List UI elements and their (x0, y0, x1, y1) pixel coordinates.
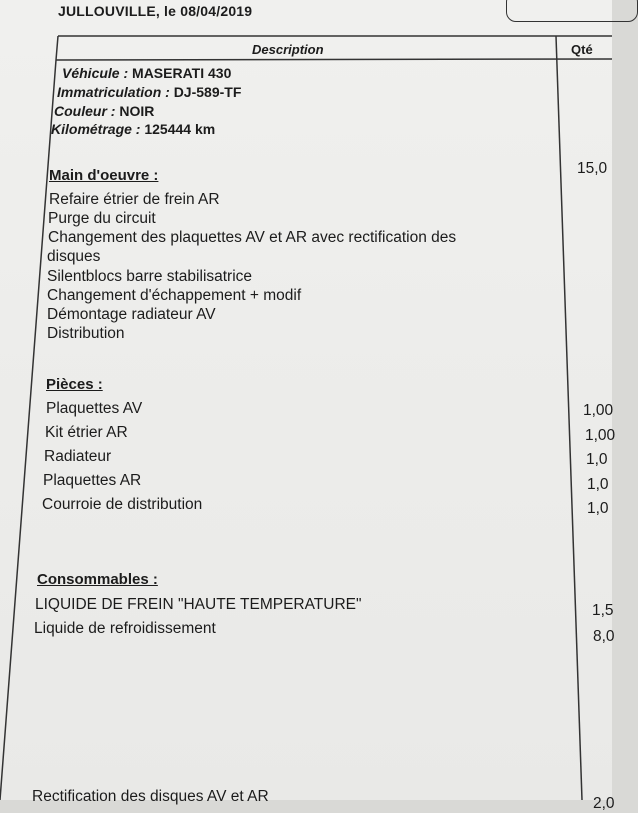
description-column-header: Description (252, 42, 324, 57)
vehicle-mileage-line (51, 121, 215, 137)
part-qty: 1,00 (583, 402, 614, 419)
qty-column-header: Qté (571, 42, 593, 57)
labor-item: Refaire étrier de frein AR (49, 191, 220, 208)
labor-item: Changement des plaquettes AV et AR avec rectification des (48, 229, 457, 246)
vehicle-value: MASERATI 430 (132, 65, 232, 81)
rectification-qty: 2,0 (593, 795, 615, 812)
vehicle-color-line (54, 103, 154, 119)
part-qty: 1,0 (587, 476, 609, 493)
labor-item: Purge du circuit (48, 210, 156, 227)
part-item: Plaquettes AR (43, 472, 142, 489)
registration-label: Immatriculation : (57, 84, 170, 100)
part-item: Kit étrier AR (45, 424, 128, 441)
consumable-qty: 8,0 (593, 628, 615, 645)
labor-section-title: Main d'oeuvre : (49, 167, 159, 184)
labor-item: disques (47, 248, 101, 265)
labor-item: Changement d'échappement + modif (47, 287, 302, 304)
mileage-value: 125444 km (144, 121, 216, 137)
labor-item: Silentblocs barre stabilisatrice (47, 268, 253, 285)
place-date: JULLOUVILLE, le 08/04/2019 (58, 3, 253, 19)
labor-item: Distribution (47, 325, 125, 342)
color-value: NOIR (119, 103, 155, 119)
vehicle-label: Véhicule : (62, 65, 129, 81)
labor-qty: 15,0 (577, 160, 608, 177)
consumable-qty: 1,5 (592, 602, 614, 619)
labor-item: Démontage radiateur AV (47, 306, 216, 323)
part-item: Plaquettes AV (46, 400, 143, 417)
vehicle-registration-line (57, 84, 241, 100)
consumable-item: Liquide de refroidissement (34, 620, 216, 637)
consumable-item: LIQUIDE DE FREIN "HAUTE TEMPERATURE" (35, 596, 362, 613)
mileage-label: Kilométrage : (51, 121, 141, 137)
parts-section-title: Pièces : (46, 376, 103, 393)
part-qty: 1,0 (587, 500, 609, 517)
color-label: Couleur : (54, 103, 116, 119)
part-item: Courroie de distribution (42, 496, 203, 513)
vehicle-model-line (62, 65, 231, 81)
part-item: Radiateur (44, 448, 112, 465)
part-qty: 1,00 (585, 427, 616, 444)
registration-value: DJ-589-TF (173, 84, 242, 100)
consumables-section-title: Consommables : (37, 571, 158, 588)
part-qty: 1,0 (586, 451, 608, 468)
rectification-item: Rectification des disques AV et AR (32, 788, 269, 805)
